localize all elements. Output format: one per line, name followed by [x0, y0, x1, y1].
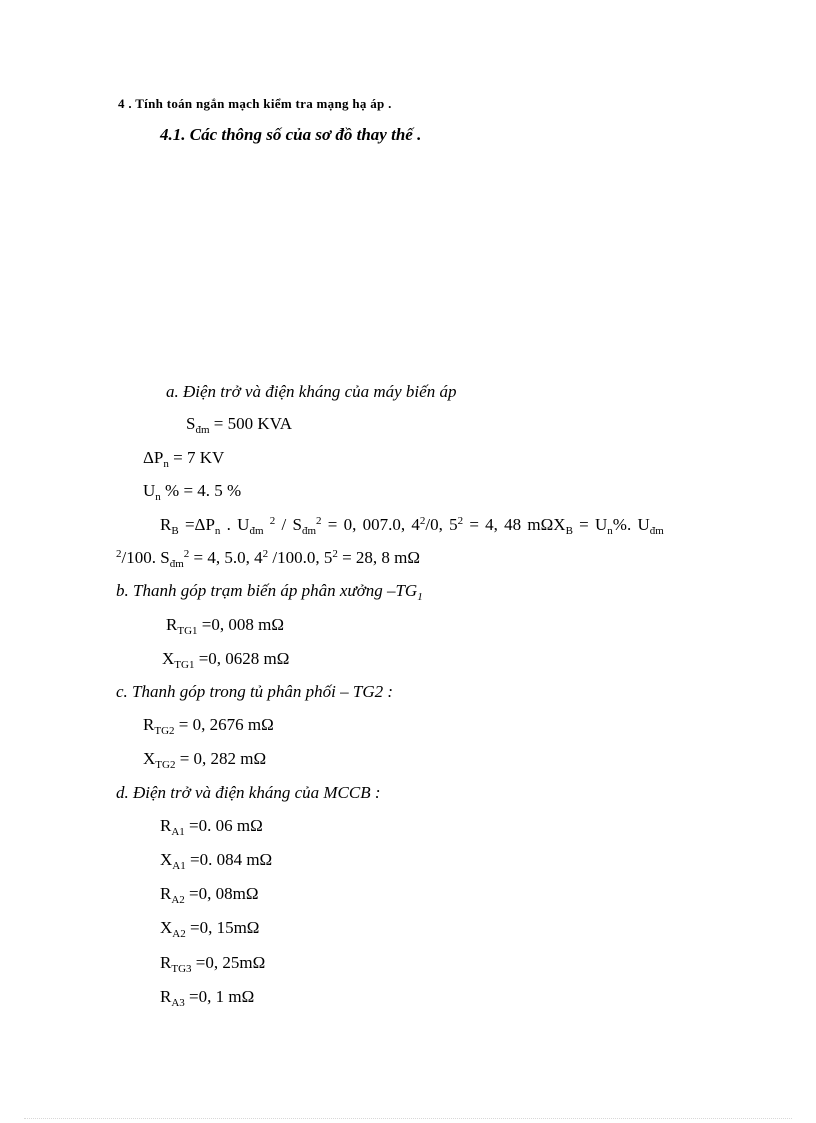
ra2-line: $R_{A2} =0$, 08mΩ: [160, 884, 259, 906]
section-b-title: b. Thanh góp trạm biến áp phân xưởng $-TG_1$: [116, 581, 423, 603]
xtg2-line: $X_{TG2} = 0$, 282 mΩ: [143, 749, 267, 771]
sdm-line: $S_{đm} = 500$ KVA: [186, 414, 293, 436]
rtg1-line: $R_{TG1} =0$, 008 mΩ: [166, 615, 284, 637]
un-line: $U_n$ % = 4. 5 %: [143, 481, 242, 503]
rb-formula-line: $R_B =\Delta P_n$ . $U_{đm}$ $^2 / S_{đm}^2 = 0$, 007.0, $4^2/0$, $5^2 = 4$, 48 $m\Omega X_B = U_n\%$. $U_{đm}$: [160, 515, 664, 537]
section-c-title: c. Thanh góp trong tủ phân phối – TG2 :: [116, 682, 394, 701]
page-bottom-divider: [24, 1118, 792, 1119]
rtg3-line: $R_{TG3} =0$, 25mΩ: [160, 953, 266, 975]
xa1-line: $X_{A1} =0$. 084 mΩ: [160, 850, 273, 872]
ra1-line: $R_{A1} =0$. 06 mΩ: [160, 816, 263, 838]
section-a-title: a. Điện trở và điện kháng của máy biến áp: [166, 382, 457, 401]
xb-formula-line: $^2$/100. $S_{đm}^2 = 4$, 5.0, $4^2$ /100.0, $5^2 = 28$, 8 mΩ: [116, 548, 421, 570]
ra3-line: $R_{A3} =0$, 1 mΩ: [160, 987, 255, 1009]
xtg1-line: $X_{TG1} =0$, 0628 mΩ: [162, 649, 290, 671]
rtg2-line: $R_{TG2} = 0$, 2676 mΩ: [143, 715, 274, 737]
section-d-title: d. Điện trở và điện kháng của MCCB :: [116, 783, 381, 802]
xa2-line: $X_{A2} =0$, 15mΩ: [160, 918, 260, 940]
section-heading: 4 . Tính toán ngắn mạch kiểm tra mạng hạ áp .: [118, 96, 392, 111]
delta-pn-line: $\Delta P_n = 7$ KV: [143, 448, 225, 470]
subsection-heading: 4.1. Các thông số của sơ đồ thay thế .: [160, 125, 422, 144]
